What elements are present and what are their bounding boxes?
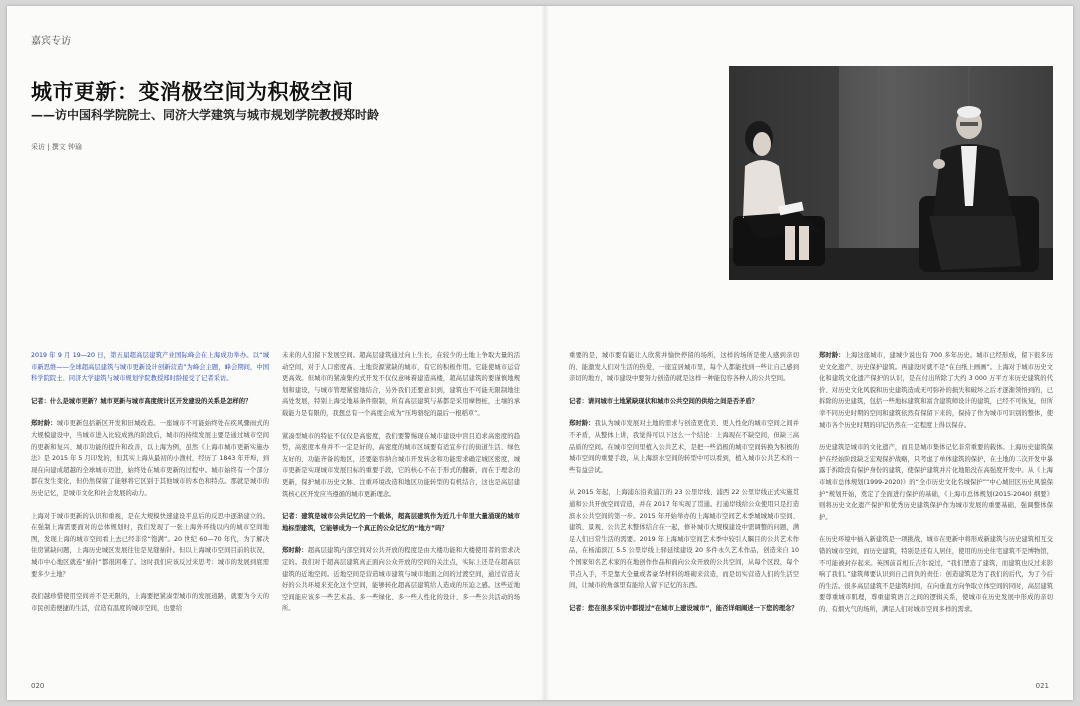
interview-photo	[729, 66, 1053, 280]
page-gutter	[541, 6, 549, 700]
interview-question	[569, 396, 799, 408]
paragraph	[819, 350, 1053, 431]
page-number-left: 020	[31, 682, 45, 690]
text-column-1	[31, 350, 269, 676]
text-column-3	[569, 350, 799, 676]
text-column-4	[819, 350, 1053, 676]
paragraph-text: 紧凑型城市的特征不仅仅是高密度，我们要警惕现在城市建设中盲目追求高密度的趋势，高密度本身并不一定是好的，高密度的城市区域要有适宜步行的街道生活、绿色友好的、功能齐备的地区，还要能容纳合城市开发转念和功能需求确定城区密度，城市更新是实现城市发展目标的重要手段，它的核心不在于形式的翻新，而在于理念的更新，保护城市历史文脉、注重环境改造和地区功能转型的有机结合，这也是高层建筑核心区开发应当遵循的城市更新理念。	[282, 432, 520, 498]
paragraph-text: 2019 年 9 月 19—20 日，第五届超高层建筑产业国际峰会在上海成功举办。以“城市新思维——全球超高层建筑与城市更新设计创新营造”为峰会主题，峰会期间，中国科学院院士、同济大学建筑与城市规划学院教授郑时龄接受了记者采访。	[31, 352, 269, 383]
paragraph	[282, 350, 520, 420]
speaker-label: 郑时龄：	[282, 547, 308, 555]
page-number-right: 021	[1035, 682, 1049, 690]
paragraph-text: 从 2015 年起，上海浦东沿黄浦江的 23 公里岸线、浦西 22 公里岸线正式实施贯通和公共开放空间营造，并在 2017 年实现了贯通。打通岸线给公众使用只是打造滨水公共空间的第一步。2015 年开始举办的上海城市空间艺术季城城城市空间、建筑、景观、公共艺术整体结合在一起，修补城市大规模建设中需调整的问题，满足人们日常生活的需要。2019 年上海城市空间艺术季中较引人瞩目的公共艺术作品，在杨浦滨江 5.5 公里岸线上驿延续建设 20 多件永久艺术作品，创造来自 10 个国家知名艺术家的在地创作作品和面向公众开放的公共空间，从每个区段，每个节点入手，不是靠大全量或者豪华材料的堆砌来营造，而是切实营造人们的生活空间，让城市的角落里有能给人留下记忆的东西。	[569, 489, 799, 590]
paragraph	[31, 418, 269, 499]
paragraph-text: 记者：您在很多采访中都提过“在城市上建设城市”，能否详细阐述一下您的理念？	[569, 604, 798, 612]
interview-photo-illustration	[729, 66, 1053, 280]
paragraph	[569, 487, 799, 591]
paragraph-text: 在历史环境中插入新建筑是一项挑战，城市在更新中将形成新建筑与历史建筑相互交错的城市空间，而历史建筑，特别是还有人居住，使用的历史住宅建筑不是博物馆，不可能被封存起来。英国前首相丘吉尔说过，“我们塑造了建筑，而建筑也反过来影响了我们。”建筑师要认识到自己肩负的责任：创造建筑是为了我们的后代，为了今后的生活。很多高层建筑不是建筑时间，在向垂直方向争取立体空间的同时，高层建筑要尊重城市肌理，尊重建筑语言之间的逻辑关系，使城市在历史发展中形成的亲切的、有烟火气的场所，满足人们对城市空间多样的需求。	[819, 536, 1053, 613]
text-column-2	[282, 350, 520, 676]
paragraph-text: 上海这座城市，建城少说也有 700 多年历史。城市已经形成，留下很多历史文化遗产、历史保护建筑。再建设时就不是“在白纸上画画”。上海对于城市历史文化和建筑文化遗产保护的认识，是在付出所除了大约 3 000 万平方米历史建筑的代价、对历史文化风貌和历史建筑造成无可弥补的损失和破坏之后才逐渐领悟到的，已拆除的历史建筑，包括一些地标建筑和富含建筑师设计的建筑，已经不可恢复，但所幸不同历史时期的空间和建筑依然有保留下来的，保持了作为城市可识别的整体，使城市各个历史时期的印记仍然在一定程度上得以保存。	[819, 352, 1053, 429]
paragraph-text: 我们越珍惜使用空间并不是无限的，上海要把紧凑型城市的发展道路，就要为今天的市民创造便捷的生活，营造有温度的城市空间，也要给	[31, 593, 269, 612]
paragraph-text: 记者：请问城市土地紧缺现状和城市公共空间的供给之间是否矛盾？	[569, 397, 758, 405]
paragraph-text: 未来的人们留下发展空间。超高层建筑通过向上生长，在较少的土地上争取大量的活动空间，对于人口密度高、土地资源紧缺的城市，有它的积极作用。它能使城市运营更高效。但城市的紧凑集约式开发不仅仅意味着建造高楼，超高层建筑的要谨慎地规划和建设，与城市管理紧密地结合，另外我们还要意识到，建筑也不可能无限制地往高处发展，特别上海受地基条件限制，所有高层建筑与基都是采用摩擦桩，土壤的承载能力是有限的，我想总有一个高度会成为“压垮骆驼的最后一根稻草”。	[282, 352, 520, 417]
byline: 采访 | 撰文 钟瑜	[31, 143, 83, 151]
speaker-label: 郑时龄：	[569, 420, 595, 428]
interview-question	[569, 603, 799, 615]
paragraph-text: 城市更新包括新区开发和旧城改造。一座城市不可能始终处在疾风骤雨式的大规模建设中，当城市进入比较成熟的阶段后，城市的持续发展主要是通过城市空间的更新和复兴、城市功能的提升和改善，以上海为例，虽然《上海市城市更新实施办法》是 2015 年 5 月印发的，但其实上海从最初的小渔村，经历了 1843 年开埠，到现在向建成超越的全球城市迈进，始终处在城市更新的过程中。城市始终有一个部分都在发生变化，但仍然保留了能够将它区别于其他城市的本色和特点。那就是城市的历史记忆，是城市文化和社会发展的动力。	[31, 420, 269, 497]
speaker-label: 郑时龄：	[819, 352, 845, 359]
paragraph	[282, 431, 520, 501]
article-title: 城市更新：变消极空间为积极空间	[31, 80, 354, 104]
paragraph	[569, 350, 799, 385]
paragraph-text: 上海对于城市更新的认识和重视，是在大规模快速建设平息后的反思中逐渐建立的。在强制上海需要面对的总体规划时，我们发现了一张上海外环线以内的城市空间地图，发现上海的城市空间看上去已经非常“饱满”。20 世纪 60—70 年代，为了解决住房紧缺问题，上海历史城区发展往往是见缝插针。但以上海城市空间目前的状况，城市中心地区就连“插针”都很困难了。这时我们应该反过来思考：城市的发展到底需要多少土地？	[31, 512, 269, 578]
paragraph	[31, 511, 269, 581]
paragraph-text: 我认为城市发展对土地的需求与创造更优美、更人性化的城市空间之间并不矛盾，从整体上讲，我觉得可以下这么一个结论：上海现在不缺空间，但缺三高品质的空间。在城市空间里植入公共艺术，是把一些消极的城市空间转换为积极的城市空间的重要手段，从上海滨水空间的转型中可以看到，植入城市公共艺术的一些有益尝试。	[569, 420, 799, 474]
paragraph-text: 超高层建筑内部空间对公共开放的程度是由大楼功能和大楼使用者的需求决定的。我们对于超高层建筑真正面向公众开放的空间的关注点，实际上还是在超高层建筑的近地空间。近地空间是营造城市建筑与城市地面之间的过渡空间，通过营造友好的公共环境来充化这个空间，能够转化超高层建筑给人造成的压迫之感。这些近地空间能应该多一些艺术品、多一些绿化、多一些人性化的设计、多一些公共活动的场所。	[282, 547, 520, 613]
paragraph-text: 历史建筑是城市的文化遗产，而且是城市集体记忆非常重要的载体。上海历史建筑保护在经始阶段缺乏宏观保护战略，只考虑了单体建筑的保护，在土地的二次开发中暴露于拆除没有保护身份的建筑，使保护建筑并片化地陷没在高强度开发中。从《上海市城市总体规划(1999-2020)》的“全市历史文化名城保护”“中心城旧区历史风貌保护”规划开始，奠定了全面进行保护的基础，《上海市总体规划(2015-2040) 纲要》则将历史文化遗产保护和优秀历史建筑保护作为城市发展的重要基础，强调整体保护。	[819, 444, 1053, 521]
interview-question	[31, 396, 269, 408]
paragraph	[569, 418, 799, 476]
paragraph	[31, 591, 269, 614]
paragraph-text: 记者：什么是城市更新？城市更新与城市高度统计区开发建设的关系是怎样的？	[31, 397, 252, 405]
article-lead	[31, 350, 269, 385]
magazine-spread	[7, 6, 1073, 700]
paragraph	[282, 545, 520, 615]
paragraph-text: 重要的是，城市要有能让人欣赏并愉快停留的场所，这样的场所是使人感到亲切的、能激发人们对生活的热爱，一座宜居城市里，每个人都能找到一些让自己感到亲切的地方，城市建设中要努力创造的就是这样一种能包容各种人的公共空间。	[569, 352, 799, 383]
interview-question	[282, 511, 520, 534]
paragraph-text: 记者：建筑是城市公共记忆的一个载体，超高层建筑作为近几十年里大量涌现的城市地标型建筑，它能够成为一个真正的公众记忆的“地方”吗？	[282, 513, 520, 532]
section-label: 嘉宾专访	[31, 36, 71, 47]
paragraph	[819, 534, 1053, 615]
article-subtitle: ——访中国科学院院士、同济大学建筑与城市规划学院教授郑时龄	[31, 108, 380, 122]
paragraph	[819, 442, 1053, 523]
speaker-label: 郑时龄：	[31, 420, 57, 428]
